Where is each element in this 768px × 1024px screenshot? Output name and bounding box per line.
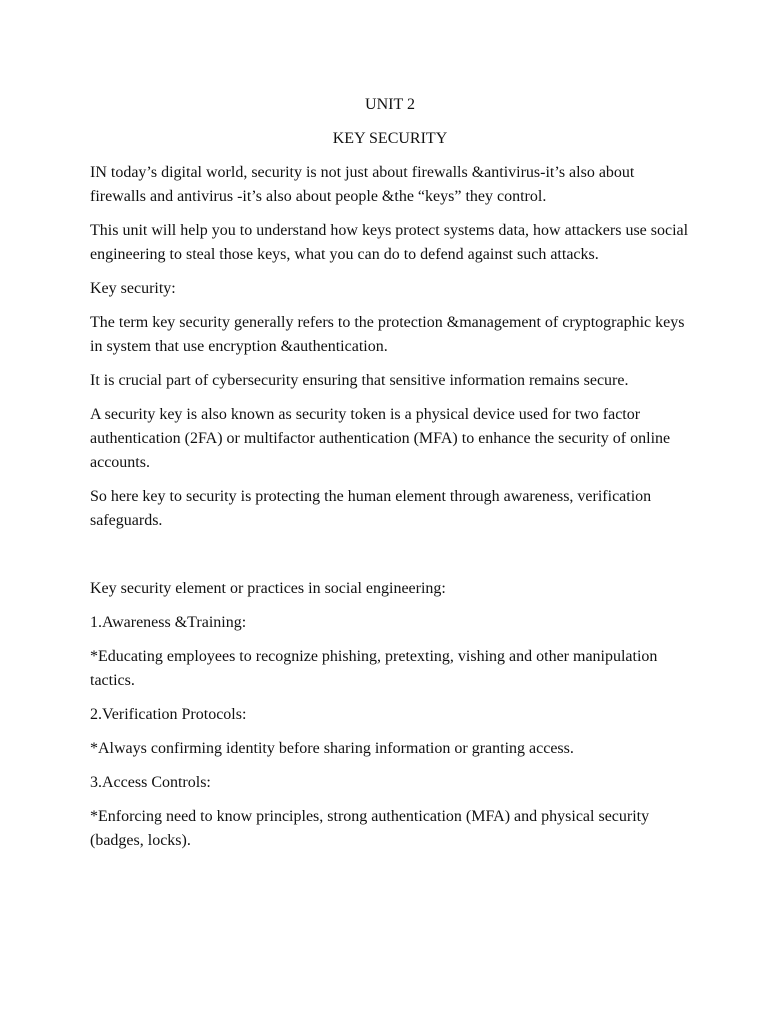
key-security-heading: Key security: (90, 280, 176, 297)
unit-overview-paragraph: This unit will help you to understand how keys protect systems data, how attackers use social engineering to steal those keys, what you can do to defend against such attacks. (90, 222, 689, 263)
security-key-paragraph: A security key is also known as security token is a physical device used for two factor authentication (2FA) or multifactor authentication (MFA) to enhance the security of online accounts. (90, 406, 671, 471)
practice-3-heading: 3.Access Controls: (90, 774, 211, 791)
page-title: KEY SECURITY (332, 130, 448, 147)
document-page (90, 93, 690, 863)
practice-2-detail: *Always confirming identity before sharing information or granting access. (90, 740, 574, 757)
summary-paragraph: So here key to security is protecting the human element through awareness, verification safeguards. (90, 488, 652, 529)
practice-1-detail: *Educating employees to recognize phishing, pretexting, vishing and other manipulation tactics. (90, 648, 658, 689)
practice-1-heading: 1.Awareness &Training: (90, 614, 247, 631)
unit-heading: UNIT 2 (365, 96, 415, 113)
practice-2-heading: 2.Verification Protocols: (90, 706, 247, 723)
practice-3-detail: *Enforcing need to know principles, strong authentication (MFA) and physical security (badges, locks). (90, 808, 650, 849)
intro-paragraph: IN today’s digital world, security is not just about firewalls &antivirus-it’s also about firewalls and antivirus -it’s also about people &the “keys” they control. (90, 164, 635, 205)
practices-heading: Key security element or practices in social engineering: (90, 580, 446, 597)
definition-paragraph: The term key security generally refers to the protection &management of cryptographic keys in system that use encryption &authentication. (90, 314, 685, 355)
importance-paragraph: It is crucial part of cybersecurity ensuring that sensitive information remains secure. (90, 372, 629, 389)
